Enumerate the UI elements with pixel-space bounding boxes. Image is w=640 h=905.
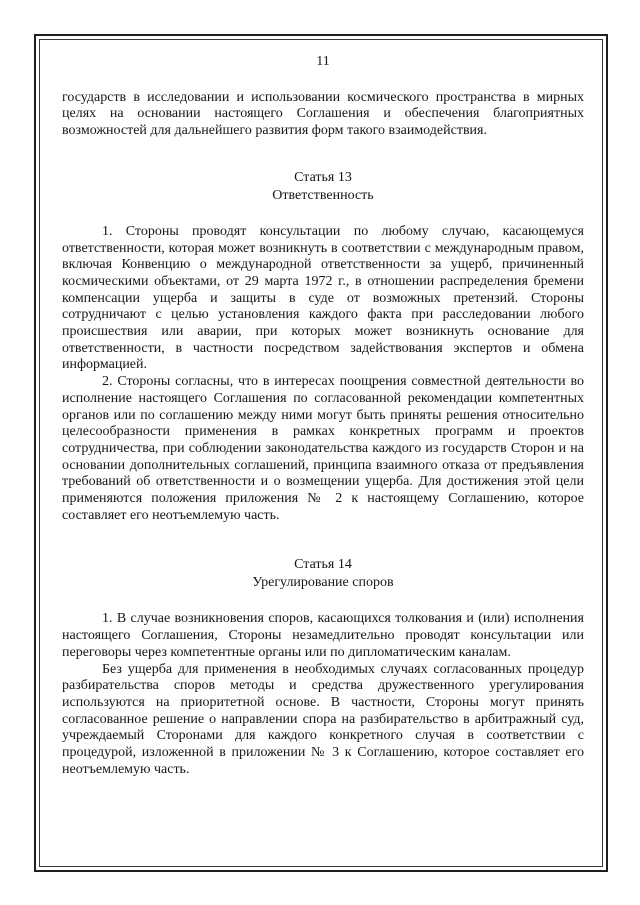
article-14 [62, 556, 584, 778]
article-13 [62, 169, 584, 525]
intro-paragraph: государств в исследовании и использовании космического пространства в мирных целях на основании настоящего Соглашения и обеспечения благоприятных возможностей для дальнейшего развития форм такого взаимодействия. [62, 89, 584, 139]
article-13-paragraph-2: 2. Стороны согласны, что в интересах поощрения совместной деятельности во исполнение настоящего Соглашения по согласованной рекомендации компетентных органов или по соглашению между ними могут быть приняты решения относительно целесообразности применения в рамках конкретных программ и проектов сотрудничества, при соблюдении законодательства каждого из государств Сторон и на основании дополнительных соглашений, принципа взаимного отказа от предъявления требований об ответственности и о возмещении ущерба. Для достижения этой цели применяются положения приложения № 2 к настоящему Соглашению, которое составляет его неотъемлемую часть. [62, 374, 584, 523]
article-14-paragraph-2: Без ущерба для применения в необходимых случаях согласованных процедур разбирательства споров методы и средства дружественного урегулирования используются на приоритетной основе. В частности, Стороны могут принять согласованное решение о направлении спора на разбирательство в арбитражный суд, учреждаемый Сторонами для каждого конкретного случая в соответствии с процедурой, изложенной в приложении № 3 к Соглашению, которое составляет его неотъемлемую часть. [62, 661, 584, 777]
article-13-paragraph-1: 1. Стороны проводят консультации по любому случаю, касающемуся ответственности, которая может возникнуть в соответствии с международным правом, включая Конвенцию о международной ответственности за ущерб, причиненный космическими объектами, от 29 марта 1972 г., в отношении распределения бремени компенсации ущерба и защиты в суде от возможных претензий. Стороны сотрудничают с целью установления каждого факта при расследовании любого происшествия или аварии, при которых может возникнуть основание для ответственности, в частности посредством задействования экспертов и обмена информацией. [62, 223, 584, 373]
article-13-number: Статья 13 [294, 169, 352, 185]
article-13-title: Ответственность [272, 187, 374, 203]
article-14-paragraph-1: 1. В случае возникновения споров, касающихся толкования и (или) исполнения настоящего Соглашения, Стороны незамедлительно проводят консультации или переговоры через компетентные органы или по дипломатическим каналам. [62, 611, 584, 660]
page-content [62, 54, 584, 779]
article-14-title: Урегулирование споров [252, 575, 394, 591]
article-14-number: Статья 14 [294, 557, 352, 573]
page-number: 11 [316, 54, 330, 69]
